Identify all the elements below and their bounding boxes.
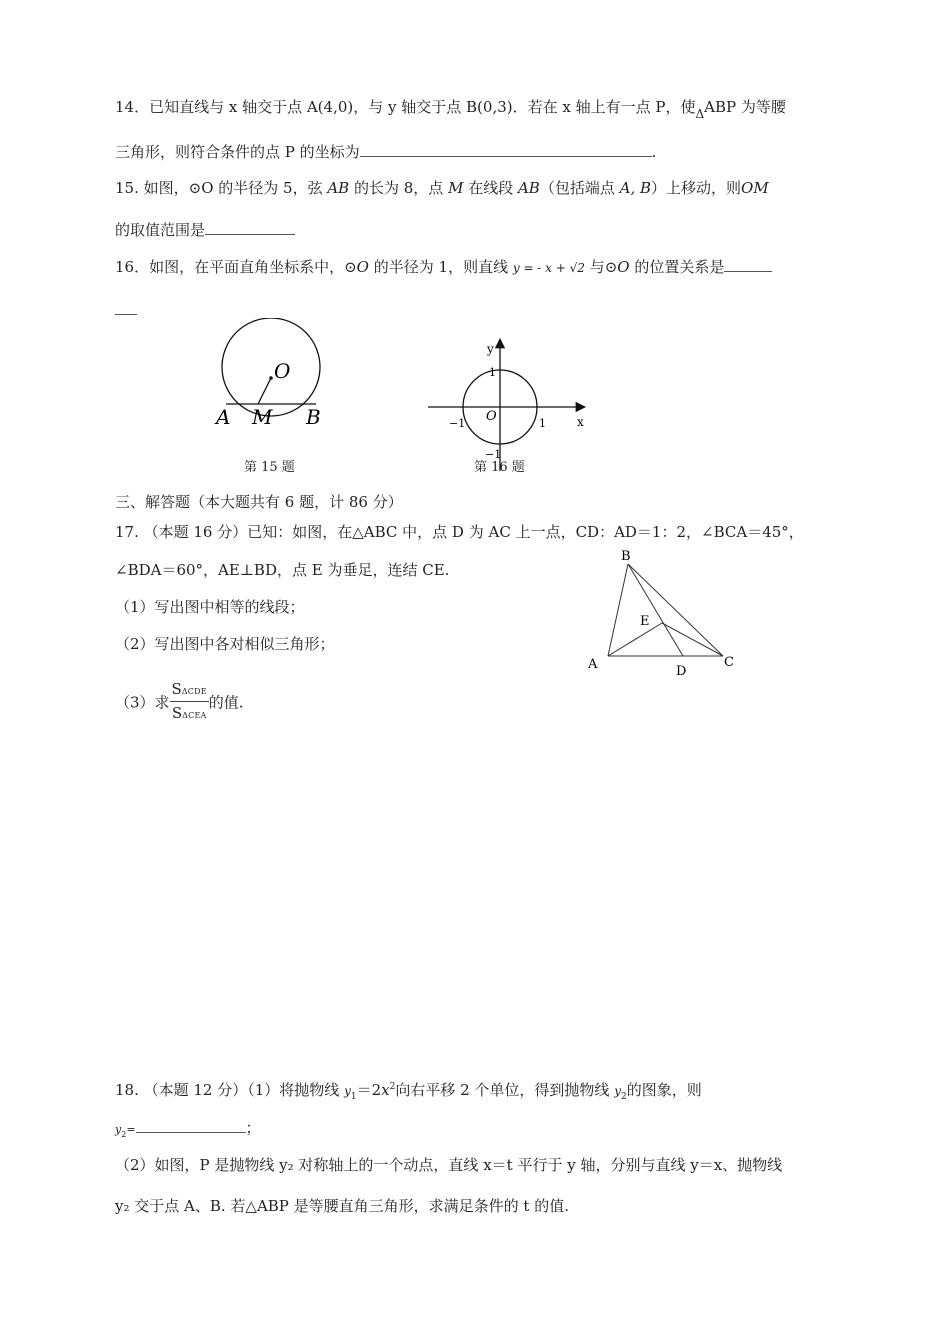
q16-o2: O [617, 258, 630, 276]
q18-y2-sub: 2 [620, 1092, 627, 1102]
q18-sup: 2 [389, 1082, 396, 1092]
section-heading: 三、解答题（本大题共有 6 题，计 86 分） [115, 493, 403, 511]
triangle-symbol: Δ [695, 107, 705, 121]
q17-fraction-denominator [170, 702, 209, 727]
q18-text-3: 向右平移 2 个单位，得到抛物线 [395, 1081, 615, 1099]
q16-equation: y = - x + √2 [512, 261, 585, 275]
q14-text-c: 三角形，则符合条件的点 P 的坐标为 [115, 143, 360, 161]
q18-x: x [381, 1081, 390, 1099]
q15-text-6: 的取值范围是 [115, 221, 206, 239]
q16-text-2: 的半径为 1，则直线 [368, 258, 513, 276]
q15-ab3: A, B [619, 179, 652, 197]
fig16-label-o: O [486, 409, 497, 424]
fig17-side-ab [608, 564, 628, 656]
q15-ab2: AB [517, 179, 540, 197]
figure-15 [210, 318, 340, 436]
fig15-segment-om [258, 378, 271, 404]
fig17-segment-ce [662, 623, 723, 656]
fig15-caption: 第 15 题 [244, 460, 295, 475]
fig15-label-a: A [216, 405, 231, 429]
q14-line2 [115, 142, 656, 162]
q14-text-b: ABP 为等腰 [704, 98, 786, 116]
fig17-label-e: E [640, 614, 650, 629]
q17-fraction-numerator [170, 680, 209, 702]
q16-text-1: 16．如图，在平面直角坐标系中，⊙ [115, 258, 357, 276]
q17-part3 [115, 680, 244, 727]
q18-line3: （2）如图，P 是抛物线 y₂ 对称轴上的一个动点，直线 x＝t 平行于 y 轴，分别与直线 y＝x、抛物线 [115, 1156, 783, 1174]
q17-fraction [170, 680, 209, 727]
q15-line1 [115, 178, 769, 198]
q16-answer-blank-b[interactable] [115, 300, 137, 315]
q16-answer-blank-a[interactable] [724, 257, 772, 272]
fig17-segment-bd [628, 564, 683, 656]
numerator-sub: ΔCDE [181, 687, 207, 696]
fig17-label-a: A [588, 657, 598, 672]
q15-text-5: ）上移动，则 [651, 179, 742, 197]
fig16-tick-neg1y: −1 [485, 448, 502, 461]
fig16-caption: 第 16 题 [474, 460, 525, 475]
q17-part3-end: 的值. [208, 693, 244, 712]
q15-om: OM [741, 179, 769, 197]
q18-line4: y₂ 交于点 A、B. 若△ABP 是等腰直角三角形，求满足条件的 t 的值. [115, 1197, 570, 1215]
fig15-circle [222, 318, 320, 416]
q17-line1: 17. （本题 16 分）已知：如图，在△ABC 中，点 D 为 AC 上一点，CD：AD＝1：2，∠BCA＝45°， [115, 523, 804, 541]
q15-text-4: （包括端点 [539, 179, 620, 197]
fig17-side-bc [628, 564, 723, 656]
fig16-label-x: x [577, 415, 584, 429]
q14-period: . [651, 143, 657, 161]
q18-line1 [115, 1077, 702, 1107]
fig17-label-b: B [621, 549, 631, 564]
q17-line2: ∠BDA＝60°，AE⊥BD，点 E 为垂足，连结 CE. [115, 561, 450, 579]
fig15-center-dot [269, 376, 273, 380]
q15-ab: AB [327, 179, 350, 197]
denominator-sub: ΔCEA [182, 711, 207, 720]
q15-text-3: 在线段 [463, 179, 518, 197]
fig16-tick-1x: 1 [539, 417, 546, 430]
q15-text-1: 15. 如图，⊙O 的半径为 5，弦 [115, 179, 328, 197]
q14-text-a: 14．已知直线与 x 轴交于点 A(4,0)，与 y 轴交于点 B(0,3)．若在 x 轴上有一点 P，使 [115, 98, 696, 116]
q15-line2 [115, 220, 295, 240]
fig17-label-c: C [724, 655, 734, 670]
numerator-s: S [171, 680, 182, 698]
q18-y1: y [344, 1084, 351, 1098]
denominator-s: S [171, 704, 183, 722]
fig16-tick-neg1x: −1 [449, 417, 466, 430]
figure-17 [580, 546, 740, 681]
figure-16 [425, 333, 595, 473]
q16-text-3: 与⊙ [584, 258, 618, 276]
q15-text-2: 的长为 8，点 [349, 179, 449, 197]
q18-line2-y: y [115, 1123, 122, 1136]
fig17-label-d: D [676, 664, 687, 679]
q18-y1-sub: 1 [350, 1092, 357, 1102]
fig15-label-m: M [252, 405, 273, 429]
q14-line1 [115, 97, 786, 121]
q18-line2-eq: = [126, 1123, 136, 1136]
fig15-label-o: O [274, 359, 291, 383]
fig15-label-b: B [306, 405, 321, 429]
q18-line2 [115, 1118, 261, 1145]
q17-part1: （1）写出图中相等的线段； [115, 598, 305, 616]
q16-o1: O [356, 258, 369, 276]
q18-text-1: 18. （本题 12 分）（1）将抛物线 [115, 1081, 345, 1099]
q17-part3-text: （3）求 [115, 693, 170, 712]
q17-part2: （2）写出图中各对相似三角形； [115, 635, 335, 653]
q18-line2-end: ； [245, 1119, 261, 1137]
q16-line1 [115, 257, 772, 278]
q18-answer-blank[interactable] [136, 1118, 246, 1133]
fig16-label-y: y [487, 342, 494, 356]
q15-answer-blank[interactable] [205, 220, 295, 235]
q18-text-4: 的图象，则 [626, 1081, 702, 1099]
q18-text-2: ＝2 [356, 1081, 382, 1099]
q15-m: M [448, 179, 464, 197]
q14-answer-blank[interactable] [360, 142, 652, 157]
q18-y2: y [614, 1084, 621, 1098]
fig17-segment-ae [608, 623, 662, 656]
q18-line2-sub: 2 [121, 1130, 127, 1139]
q16-text-4: 的位置关系是 [629, 258, 725, 276]
q16-line2 [115, 300, 137, 320]
fig16-tick-1y: 1 [489, 366, 496, 379]
